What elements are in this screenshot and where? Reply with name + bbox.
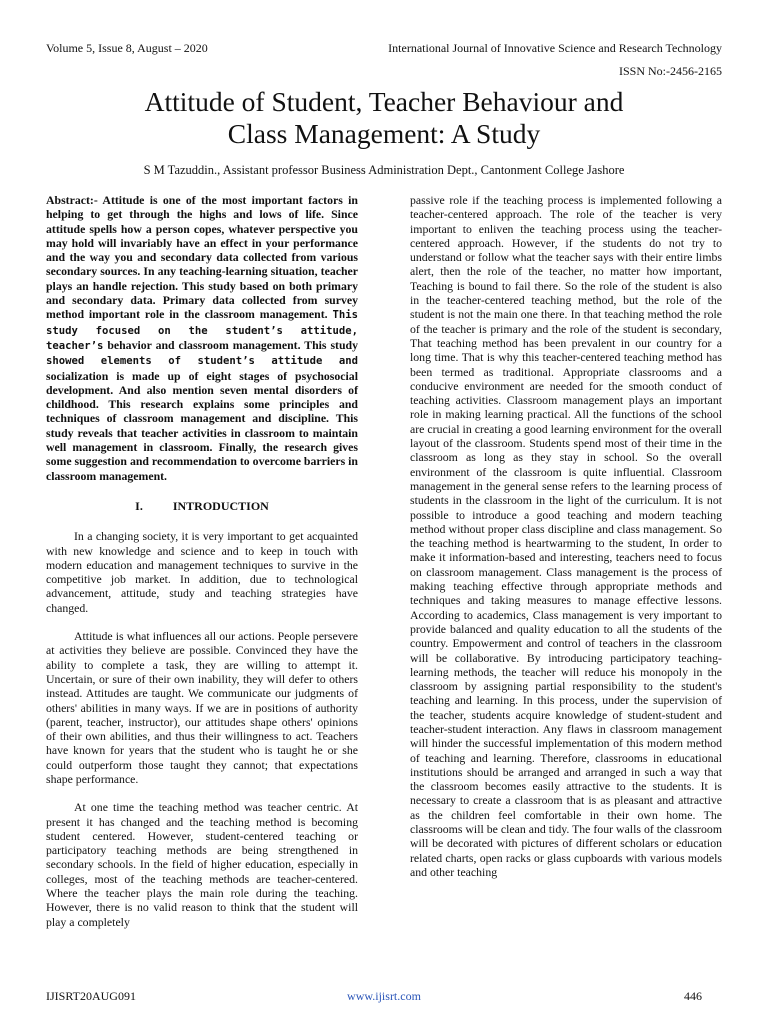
journal-name: International Journal of Innovative Science and Research Technology [388,41,722,55]
author-line: S M Tazuddin., Assistant professor Business Administration Dept., Cantonment College Jashore [143,163,625,177]
right-column-paragraph: passive role if the teaching process is implemented following a teacher-centered approach. The role of the teacher is very important to enliven the teaching process using the teacher-centered approach. However, if the students do not try to understand or follow what the teacher says with their entire limbs alert, then the role of the teacher, no matter how important, Teaching is bound to fail there. So the role of the student is also in the teacher-centered teaching method, but the role of the student is not the main one there. In that teaching method the role of the teacher is primary and the role of the student is secondary, That teaching method has been prevalent in our country for a long time. That is why this teacher-centered teaching method has been termed as traditional. Appropriate classrooms and a conducive environment are needed for the smooth conduct of teaching activities. Classroom management plays an important role in making learning practical. All the functions of the school are crucial in creating a good learning environment for the overall layout of the classroom. Students spend most of their time in the classroom as long as they stay in school. So the overall environment of the classroom is quite influential. Classroom management in the general sense refers to the learning process of students in the classroom in the light of the curriculum. It is not possible to introduce a good teaching and modern teaching method without proper class discipline and class management. So the teaching method is heartwarming to the student, In order to make it information-based and interesting, teachers need to focus on classroom management. Class management is the process of making teaching effective through appropriate methods and techniques and taking measures to manage effective lessons. According to academics, Class management is very important to provide balanced and quality education to all the students of the country. Empowerment and control of teachers in the classroom will be collaborative. By introducing participatory teaching-learning methods, the teacher will reduce his monopoly in the classroom by assigning partial responsibility to the student's teaching and learning. In this process, under the supervision of the teacher, students acquire knowledge of student-student and teacher-student interaction. Any flaws in classroom management will hinder the successful implementation of this modern method of teaching and learning. Therefore, classrooms in educational institutions should be arranged and arranged in such a way that the classroom becomes easily attractive to the students. It is necessary to create a classroom that is as pleasant and attractive as the children feel comfortable in their own home. The classrooms will be clean and tidy. The four walls of the classroom will be decorated with pictures of different scholars or education related charts, open racks or glass cupboards with various models and other teaching [410,193,722,879]
section-heading-introduction [46,499,358,513]
abstract-mono-1: This study focused on the student’s attitude, teacher’s [46,309,358,352]
abstract-part-3: socialization is made up of eight stages of psychosocial development. And also mention seven mental disorders of childhood. This research explains some principles and techniques of classroom management and discipline. This study reveals that teacher activities in classroom to maintain well management in classroom. Finally, the research gives some suggestion and recommendation to overcome barriers in classroom management. [46,368,358,483]
title-line-2: Class Management: A Study [227,118,541,149]
abstract-part-1: Abstract:- Attitude is one of the most important factors in helping to get through the highs and lows of life. Since attitude spells how a person copes, whatever perspective you may hold will invariably have an effect in your performance and the way you and secondary data collected from various secondary sources. In any teaching-learning situation, teacher plays an handle rejection. This study based on both primary and secondary data. Primary data collected from survey method important role in the classroom management. [46,193,358,322]
abstract-mono-2: showed elements of student’s attitude and [46,355,358,368]
intro-paragraph-1: In a changing society, it is very important to get acquainted with new knowledge and science and to keep in touch with modern education and management techniques to survive in the competitive job market. In addition, due to technological advancement, attitude, study and teaching strategies have changed. [46,529,358,615]
footer-article-id: IJISRT20AUG091 [46,989,136,1003]
paper-title [60,86,708,150]
title-line-1: Attitude of Student, Teacher Behaviour and [144,86,624,117]
right-column [410,193,722,879]
left-column [46,193,358,943]
intro-paragraph-2: Attitude is what influences all our actions. People persevere at activities they believe are possible. Convinced they have the ability to complete a task, they are willing to attempt it. Uncertain, or sure of their own inability, they will defer to others instead. Attitudes are taught. We communicate our judgments of others' abilities in many ways. If we are in positions of authority (parent, teacher, instructor), our attitudes shape others' opinions of their own abilities, and thus their willingness to act. Teachers have known for years that the student who is taught he or she could outperform those taught they cannot; that expectations shape performance. [46,629,358,786]
volume-issue: Volume 5, Issue 8, August – 2020 [46,41,208,55]
page-number: 446 [684,989,702,1003]
abstract-part-2: behavior and classroom management. This study [103,337,358,352]
abstract [46,193,358,483]
footer-url-link[interactable]: www.ijisrt.com [347,989,421,1003]
section-number: I. [135,498,143,513]
issn: ISSN No:-2456-2165 [618,64,722,78]
intro-paragraph-3: At one time the teaching method was teacher centric. At present it has changed and the teaching method is becoming student centered. However, student-centered teaching or participatory teaching methods are being strengthened in secondary schools. In the field of higher education, especially in colleges, most of the teaching methods are teacher-centered. Where the teacher plays the main role during the teaching. However, there is no valid reason to think that the student will play a completely [46,800,358,929]
section-title: INTRODUCTION [172,498,269,513]
